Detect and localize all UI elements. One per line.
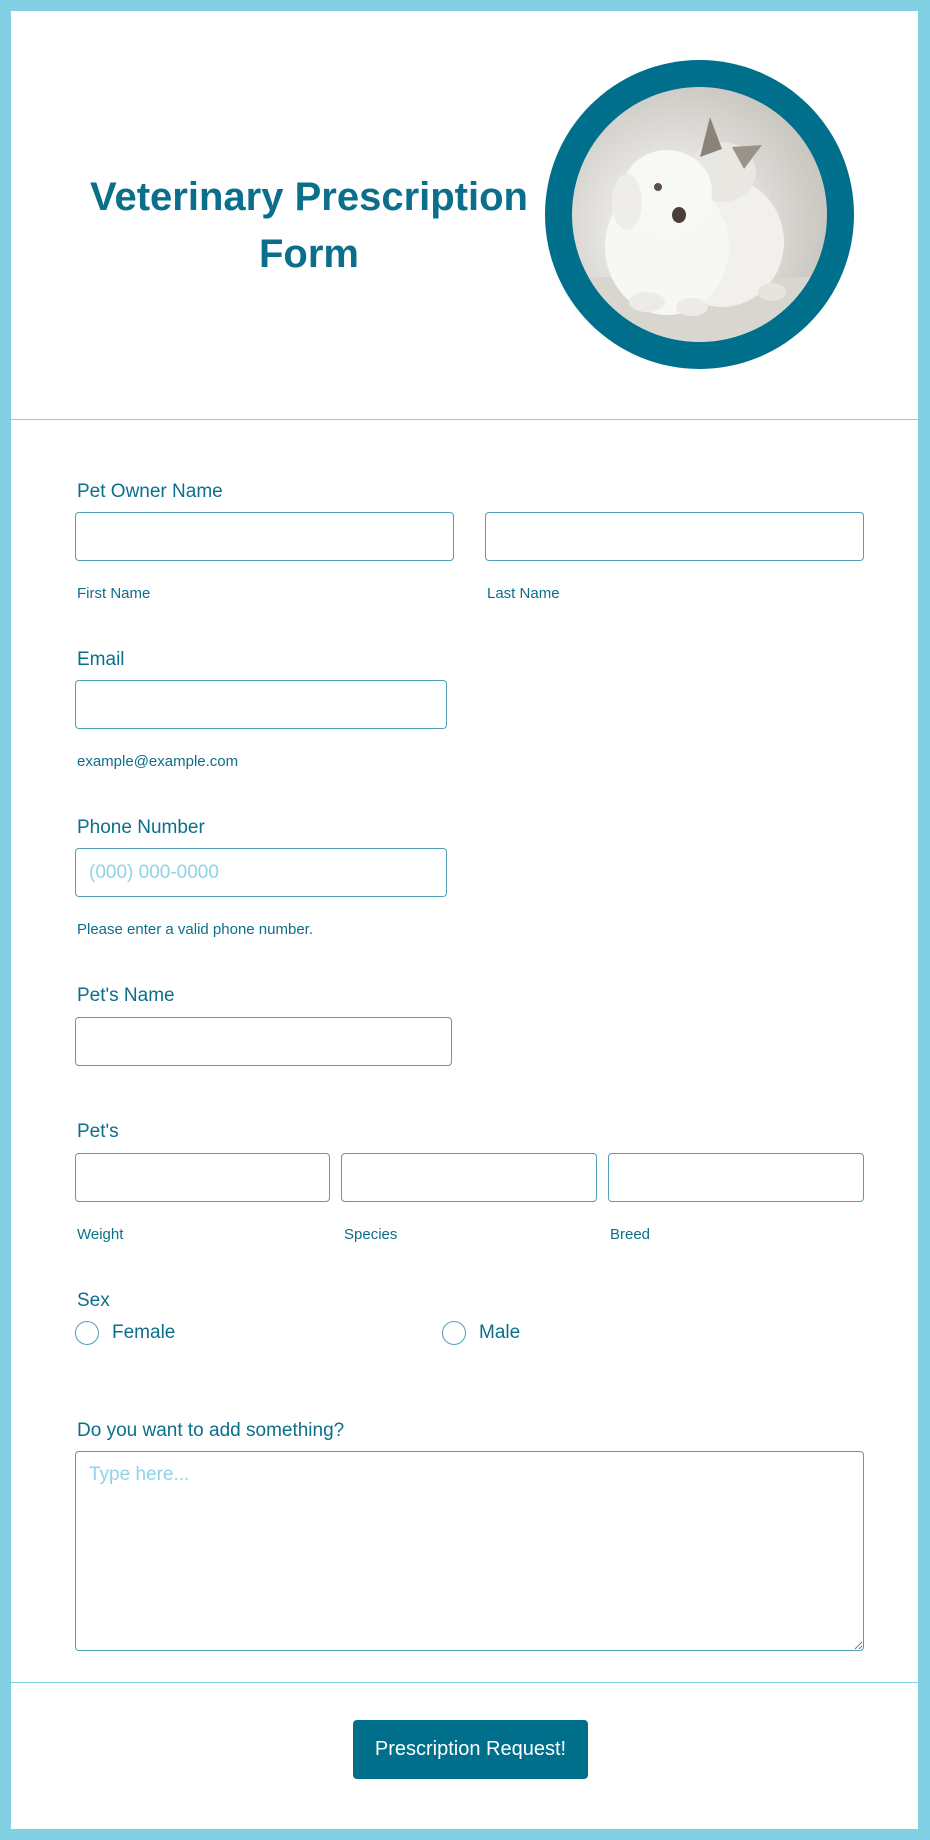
puppy-kitten-illustration [572,87,827,342]
last-name-input[interactable] [485,512,864,561]
radio-female[interactable] [75,1321,99,1345]
header-photo-frame [545,60,854,369]
footer-divider [11,1682,918,1683]
phone-label: Phone Number [77,817,205,838]
pet-species-input[interactable] [341,1153,597,1202]
pet-name-input[interactable] [75,1017,452,1066]
email-sublabel: example@example.com [77,753,239,770]
submit-button[interactable]: Prescription Request! [353,1720,588,1779]
notes-textarea[interactable] [75,1451,864,1651]
notes-label: Do you want to add something? [77,1420,345,1441]
pet-photo [572,87,827,342]
radio-female-label: Female [112,1322,176,1343]
sex-option-female[interactable] [75,1321,175,1345]
form-panel [11,11,918,1829]
pet-weight-input[interactable] [75,1153,330,1202]
first-name-input[interactable] [75,512,454,561]
sex-option-male[interactable] [442,1321,520,1345]
pet-breed-input[interactable] [608,1153,864,1202]
first-name-sublabel: First Name [77,585,151,602]
email-label: Email [77,649,125,670]
radio-male-label: Male [479,1322,521,1343]
header-divider [11,419,918,420]
pet-details-label: Pet's [77,1121,119,1142]
sex-label: Sex [77,1290,110,1311]
phone-sublabel: Please enter a valid phone number. [77,921,313,938]
radio-male[interactable] [442,1321,466,1345]
phone-input[interactable] [75,848,447,897]
last-name-sublabel: Last Name [487,585,560,602]
email-input[interactable] [75,680,447,729]
pet-species-sublabel: Species [344,1226,398,1243]
pet-name-label: Pet's Name [77,985,175,1006]
owner-name-label: Pet Owner Name [77,481,223,502]
page-title: Veterinary Prescription Form [90,175,528,276]
pet-weight-sublabel: Weight [77,1226,124,1243]
pet-breed-sublabel: Breed [610,1226,651,1243]
